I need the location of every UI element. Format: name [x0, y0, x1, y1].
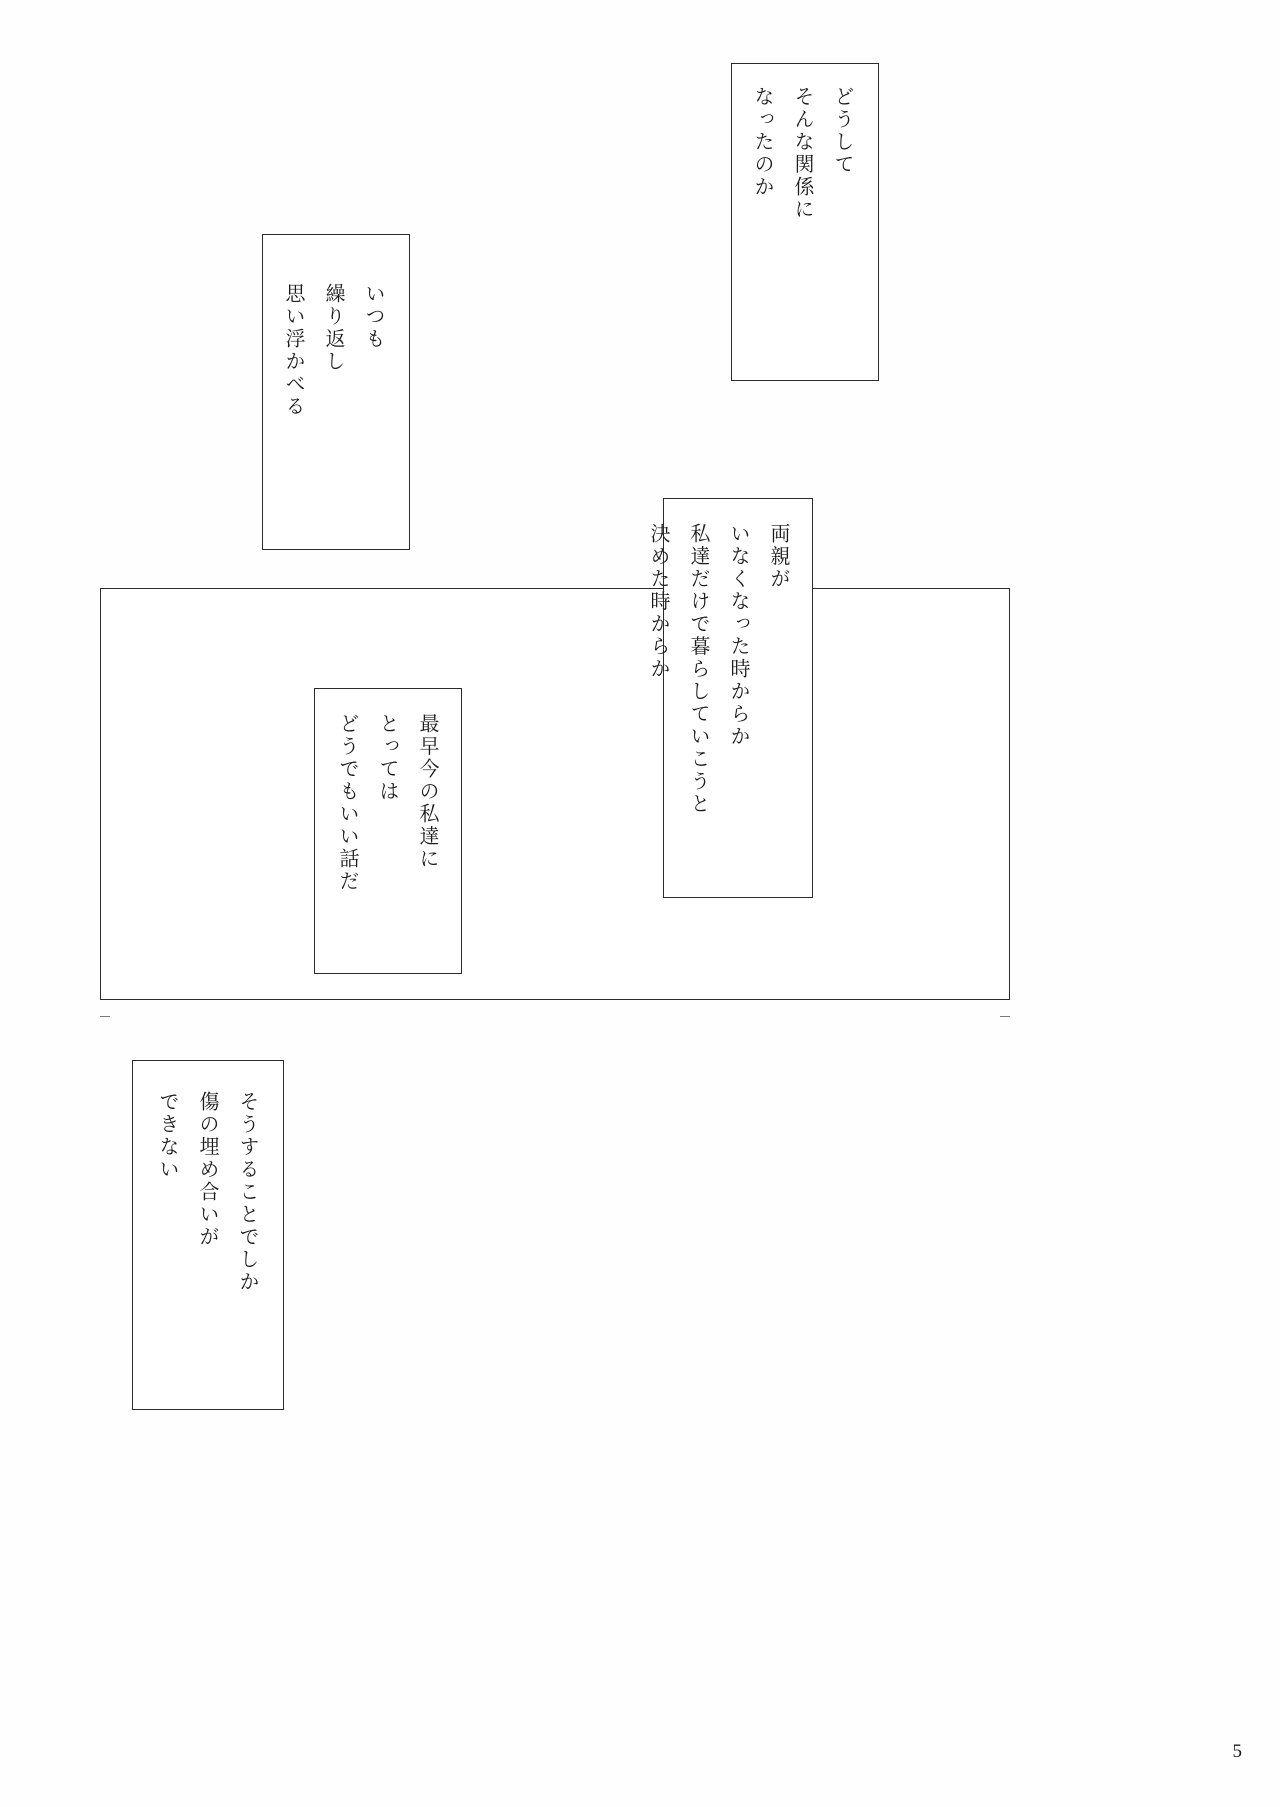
speech-bubble-now [314, 688, 462, 974]
bubble-heal-line-1: そうすることでしか [236, 1091, 258, 1294]
bubble-now-line-2: とっては [376, 713, 398, 803]
bubble-why-line-1: どうして [831, 86, 853, 176]
bubble-parents-line-3: 私達だけで暮らしていこうと [687, 523, 709, 816]
registration-tick-left [100, 1016, 110, 1017]
bubble-now-line-3: どうでもいい話だ [336, 713, 358, 893]
speech-bubble-always [262, 234, 410, 550]
bubble-why-line-2: そんな関係に [791, 86, 813, 221]
bubble-parents-line-2: いなくなった時からか [727, 523, 749, 748]
speech-bubble-why [731, 63, 879, 381]
page-number: 5 [1232, 1741, 1242, 1762]
speech-bubble-parents [647, 498, 813, 898]
bubble-parents-line-4: 決めた時からか [647, 523, 669, 681]
bubble-always-line-2: 繰り返し [322, 283, 344, 373]
registration-tick-right [1000, 1016, 1010, 1017]
main-panel [100, 588, 1010, 1000]
bubble-why-line-3: なったのか [751, 86, 773, 199]
speech-bubble-heal [132, 1060, 284, 1410]
bubble-always-line-1: いつも [362, 283, 384, 351]
bubble-now-line-1: 最早今の私達に [416, 713, 438, 871]
bubble-parents-line-1: 両親が [767, 523, 789, 591]
bubble-heal-line-3: できない [156, 1091, 178, 1181]
bubble-always-line-3: 思い浮かべる [282, 283, 304, 418]
bubble-heal-line-2: 傷の埋め合いが [196, 1091, 218, 1249]
